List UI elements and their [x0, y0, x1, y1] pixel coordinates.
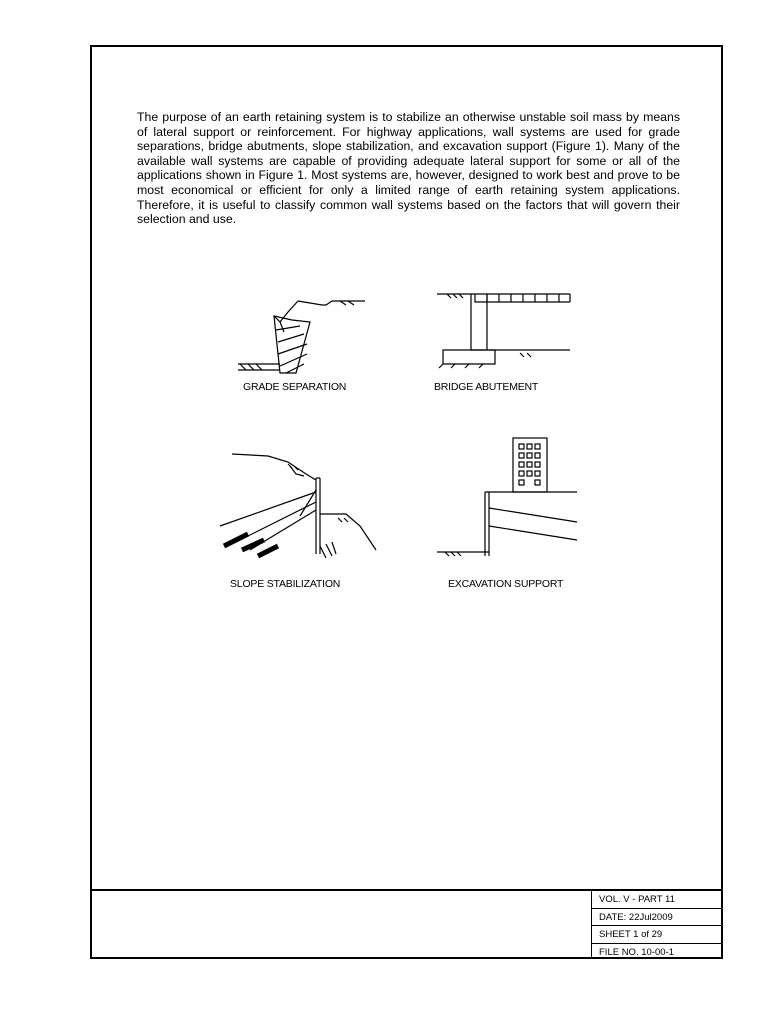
excavation-support-caption: EXCAVATION SUPPORT — [448, 578, 564, 590]
grade-separation-figure — [230, 292, 370, 376]
bridge-abutement-caption: BRIDGE ABUTEMENT — [434, 381, 539, 393]
slope-stabilization-figure — [218, 446, 378, 564]
grade-separation-caption: GRADE SEPARATION — [243, 381, 347, 393]
body-paragraph: The purpose of an earth retaining system is to stabilize an otherwise unstable soil mass by means of lateral support or reinforcement. For highway applications, wall systems are used for grade separations, bridge abutments, slope stabilization, and excavation support (Figure 1). Many of the available wall systems are capable of providing adequate lateral support for some or all of the applications shown in Figure 1. Most systems are, however, designed to work best and prove to be most economical or efficient for only a limited range of earth retaining system applications. Therefore, it is useful to classify common wall systems based on the factors that will govern their selection and use. — [137, 110, 680, 227]
meta-sheet: SHEET 1 of 29 — [591, 926, 723, 944]
meta-volume: VOL. V - PART 11 — [591, 891, 723, 909]
meta-file-number: FILE NO. 10-00-1 — [599, 946, 674, 958]
excavation-support-figure — [435, 436, 585, 564]
slope-stabilization-caption: SLOPE STABILIZATION — [230, 578, 341, 590]
bridge-abutement-figure — [435, 288, 575, 370]
meta-date: DATE: 22Jul2009 — [591, 909, 723, 927]
